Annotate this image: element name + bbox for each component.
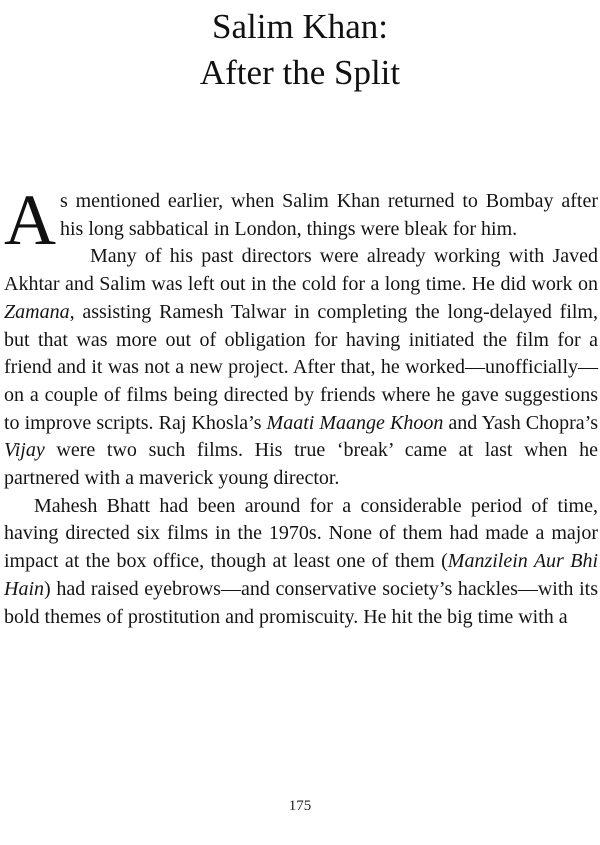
film-title-maati-maange-khoon: Maati Maange Khoon bbox=[266, 411, 444, 434]
paragraph-2-text-4: were two such films. His true ‘break’ came at last when he partnered with a maverick young director. bbox=[4, 439, 598, 490]
paragraph-3-text-1: Mahesh Bhatt had been around for a considerable period of time, having directed six films in the 1970s. None of them had made a major impact at the box office, though at least one of them ( bbox=[4, 494, 598, 573]
paragraph-2-text-3: and Yash Chopra’s bbox=[443, 411, 599, 434]
paragraph-1-text: s mentioned earlier, when Salim Khan returned to Bombay after his long sabbatical in London, things were bleak for him. bbox=[60, 190, 598, 240]
paragraph-2-text-1: Many of his past directors were already working with Javed Akhtar and Salim was left out in the cold for a long time. He did work on bbox=[4, 245, 598, 296]
paragraph-1 bbox=[4, 180, 598, 260]
chapter-title-line-1: Salim Khan: bbox=[212, 7, 388, 46]
paragraph-3-text-2: ) had raised eyebrows—and conservative society’s hackles—with its bold themes of prostitution and promiscuity. He hit the big time with a bbox=[4, 577, 598, 628]
paragraph-2 bbox=[4, 243, 598, 492]
chapter-body bbox=[4, 180, 599, 631]
page-number: 175 bbox=[288, 798, 312, 814]
film-title-zamana: Zamana bbox=[4, 300, 70, 323]
chapter-title bbox=[0, 4, 600, 96]
chapter-title-line-2: After the Split bbox=[199, 53, 401, 92]
drop-cap: A bbox=[4, 180, 56, 260]
film-title-vijay: Vijay bbox=[4, 439, 45, 462]
paragraph-3 bbox=[4, 493, 598, 632]
film-title-manzilein-aur-bhi-hain: Manzilein Aur Bhi Hain bbox=[4, 550, 598, 600]
paragraph-2-text-2: , assisting Ramesh Talwar in completing the long-delayed film, but that was more out of obligation for having initiated the film for a friend and it was not a new project. After that, he worked—unofficially—on a couple of films being directed by friends where he gave suggestions to improve scripts. Raj Khosla’s bbox=[4, 300, 598, 434]
